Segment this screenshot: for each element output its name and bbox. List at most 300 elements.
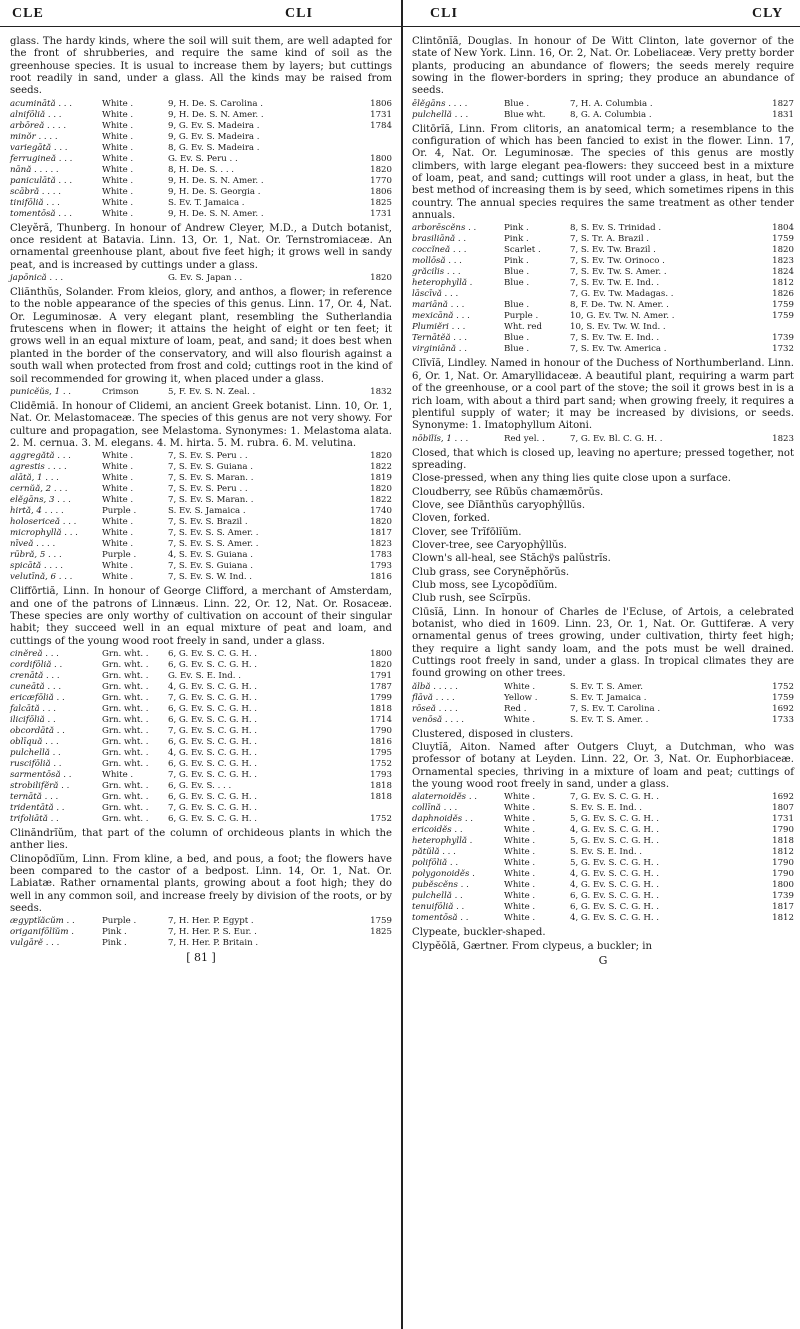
- table-row: [10, 517, 392, 528]
- species-colour: White .: [102, 473, 134, 484]
- table-row: [412, 99, 794, 110]
- species-colour: Pink .: [504, 223, 529, 234]
- table-row: [10, 187, 392, 198]
- species-year: 1818: [370, 780, 392, 791]
- species-name: tomentōsă . . .: [10, 208, 72, 219]
- catchword: G: [598, 954, 608, 968]
- species-table: [412, 682, 794, 726]
- species-name: mariānă . . .: [412, 300, 465, 311]
- species-name: mexicānă . . .: [412, 311, 470, 322]
- species-year: 1783: [370, 550, 392, 561]
- species-year: 1804: [772, 223, 794, 234]
- species-name: ericoidĕs . .: [412, 825, 463, 836]
- species-year: 1759: [772, 311, 794, 322]
- species-year: 1820: [370, 659, 392, 670]
- species-detail: 10, S. Ev. Tw. W. Ind. .: [570, 322, 666, 333]
- species-detail: 9, G. Ev. S. Madeira .: [168, 131, 260, 142]
- table-row: [412, 256, 794, 267]
- entry-clianthus: Cliănthŭs, Solander. From kleios, glory, and anthos, a flower; in reference to the noble appearance of the species of this genus. Linn. 17, Or. 4, Nat. Or. Leguminosæ. A very elegant plant, resembling the Sutherlandia frutescens when in flower; it attains the height of eight or ten feet; it grows well in an equal mixture of loam, peat, and sand; it does best when planted in the border of the conservatory, and will also flourish against a south wall when protected from frost and cold; cuttings root in the kind of soil recommended for growing it, when placed under a glass.: [10, 287, 392, 385]
- entry-clivia: Clīvĭă, Lindley. Named in honour of the Duchess of Northumberland. Linn. 6, Or. 1, Nat. Or. Amaryllidaceæ. A beautiful plant, requiring a warm part of the greenhouse, or a cool part of the stove; the soil it grows best in is a rich loam, with about a third part sand; when growing freely, it requires a plentiful supply of water; it may be increased by divisions, or seeds. Synonyme: 1. Imatophyllum Aitoni.: [412, 358, 794, 432]
- species-name: ericæfōliă . .: [10, 692, 65, 703]
- entry-clover: Clover, see Trĭfōlĭŭm.: [412, 526, 522, 538]
- species-name: velutīnă, 6 . . .: [10, 572, 73, 583]
- species-detail: 6, G. Ev. S. C. G. H. .: [168, 648, 258, 659]
- species-name: oblīquă . . .: [10, 736, 59, 747]
- table-row: [412, 300, 794, 311]
- species-colour: Grn. wht. .: [102, 725, 149, 736]
- species-year: 1832: [370, 386, 392, 397]
- species-colour: Purple .: [102, 506, 137, 517]
- species-year: 1823: [370, 539, 392, 550]
- species-name: nānă . . . . .: [10, 164, 59, 175]
- species-detail: 9, H. De. S. Georgia .: [168, 186, 261, 197]
- species-detail: 7, S. Ev. S. W. Ind. .: [168, 572, 253, 583]
- species-year: 1759: [370, 916, 392, 927]
- species-name: sarmentōsă . .: [10, 769, 72, 780]
- species-name: alātă, 1 . . .: [10, 473, 59, 484]
- species-year: [755, 322, 794, 333]
- species-colour: White .: [504, 902, 536, 913]
- species-colour: Wht. red: [504, 322, 542, 333]
- species-detail: 6, G. Ev. S. C. G. H. .: [168, 791, 258, 802]
- species-detail: 7, S. Ev. Tw. E. Ind. .: [570, 278, 660, 289]
- species-colour: White .: [504, 836, 536, 847]
- species-year: 1812: [772, 913, 794, 924]
- species-year: 1791: [370, 670, 392, 681]
- table-row: [10, 715, 392, 726]
- species-detail: 7, H. A. Columbia .: [570, 98, 653, 109]
- table-row: [10, 737, 392, 748]
- table-row: [10, 561, 392, 572]
- species-colour: White .: [102, 153, 134, 164]
- entry-club-grass: Club grass, see Corynĕphŏrŭs.: [412, 566, 570, 578]
- table-row: [10, 176, 392, 187]
- species-colour: Grn. wht. .: [102, 791, 149, 802]
- species-detail: G. Ev. S. Japan . .: [168, 273, 243, 284]
- species-year: 1820: [370, 484, 392, 495]
- entry-clinopodium: Clinopōdĭŭm, Linn. From kline, a bed, and pous, a foot; the flowers have been compared to the castor of a bedpost. Linn. 14, Or. 1, Nat. Or. Labiatæ. Rather ornamental plants, growing about a foot high; they do well in any common soil, and increase freely by division of the roots, or by seeds.: [10, 853, 392, 914]
- species-detail: 8, G. A. Columbia .: [570, 109, 652, 120]
- table-row: [412, 223, 794, 234]
- species-detail: 7, G. Ev. S. C. G. H. .: [168, 725, 258, 736]
- species-colour: White .: [102, 120, 134, 131]
- species-detail: 7, H. Her. P. Britain .: [168, 938, 259, 949]
- species-colour: White .: [504, 913, 536, 924]
- species-name: pubĕscĕns . .: [412, 880, 469, 891]
- species-name: ferrugineă . . .: [10, 153, 73, 164]
- page-number: [ 81 ]: [186, 951, 216, 965]
- species-colour: White .: [504, 681, 536, 692]
- table-row: [412, 847, 794, 858]
- species-detail: S. Ev. T. Jamaica .: [570, 692, 647, 703]
- species-year: 1692: [772, 703, 794, 714]
- species-name: ēlĕgāns . . . .: [412, 98, 468, 109]
- species-year: 1817: [772, 902, 794, 913]
- table-row: [10, 121, 392, 132]
- species-colour: Purple .: [102, 550, 137, 561]
- species-year: 1820: [370, 517, 392, 528]
- species-detail: 4, G. Ev. S. C. G. H. .: [570, 913, 660, 924]
- species-colour: Grn. wht. .: [102, 714, 149, 725]
- species-colour: Pink .: [504, 256, 529, 267]
- species-detail: 8, H. De. S. . . .: [168, 164, 235, 175]
- species-detail: 7, S. Tr. A. Brazil .: [570, 234, 650, 245]
- species-name: polygonoidĕs .: [412, 869, 475, 880]
- species-year: 1800: [370, 153, 392, 164]
- species-colour: Grn. wht. .: [102, 659, 149, 670]
- species-colour: White .: [504, 858, 536, 869]
- species-colour: Blue .: [504, 333, 530, 344]
- species-detail: 5, G. Ev. S. C. G. H. .: [570, 836, 660, 847]
- species-colour: White .: [504, 803, 536, 814]
- species-year: 1819: [370, 473, 392, 484]
- species-colour: Grn. wht. .: [102, 747, 149, 758]
- species-detail: 7, G. Ev. Tw. Madagas. .: [570, 289, 674, 300]
- species-year: 1752: [772, 681, 794, 692]
- table-row: [412, 682, 794, 693]
- table-row: [10, 473, 392, 484]
- species-colour: Scarlet .: [504, 245, 541, 256]
- species-colour: Pink .: [504, 234, 529, 245]
- table-row: [412, 344, 794, 355]
- species-detail: 6, G. Ev. S. C. G. H. .: [570, 902, 660, 913]
- species-detail: 7, S. Ev. S. Peru . .: [168, 484, 248, 495]
- species-name: lāscīvă . . .: [412, 289, 459, 300]
- species-year: 1800: [772, 880, 794, 891]
- species-year: [348, 938, 392, 949]
- entry-clinandrium: Clinăndrĭŭm, that part of the column of orchideous plants in which the anther lies.: [10, 827, 392, 852]
- species-detail: 4, G. Ev. S. C. G. H. .: [168, 747, 258, 758]
- species-name: daphnoidĕs . .: [412, 814, 474, 825]
- species-year: 1812: [772, 847, 794, 858]
- species-colour: White .: [504, 814, 536, 825]
- species-colour: Grn. wht. .: [102, 813, 149, 824]
- species-name: microphyllă . . .: [10, 528, 78, 539]
- species-detail: 8, F. De. Tw. N. Amer. .: [570, 300, 669, 311]
- species-detail: S. Ev. S. Jamaica .: [168, 506, 246, 517]
- species-detail: S. Ev. S. E. Ind. .: [570, 803, 643, 814]
- species-year: 1731: [370, 109, 392, 120]
- table-row: [412, 110, 794, 121]
- species-colour: Red .: [504, 703, 527, 714]
- species-year: 1823: [772, 256, 794, 267]
- species-name: ălbă . . . . .: [412, 681, 458, 692]
- species-colour: Blue .: [504, 267, 530, 278]
- species-name: arbōreă . . . .: [10, 120, 67, 131]
- species-detail: S. Ev. T. S. Amer.: [570, 681, 643, 692]
- species-colour: White .: [102, 208, 134, 219]
- table-row: [412, 814, 794, 825]
- species-detail: 7, G. Ev. S. C. G. H. .: [168, 802, 258, 813]
- species-name: tinifōliă . . .: [10, 197, 60, 208]
- species-detail: 7, S. Ev. Tw. America .: [570, 344, 667, 355]
- entry-clustered: Clustered, disposed in clusters.: [412, 728, 574, 740]
- species-year: 1831: [772, 109, 794, 120]
- entry-cloudberry: Cloudberry, see Rūbŭs chamæmōrŭs.: [412, 486, 604, 498]
- species-name: japōnică . . .: [10, 273, 64, 284]
- entry-cleyera: Cleyĕră, Thunberg. In honour of Andrew Cleyer, M.D., a Dutch botanist, once resident at Batavia. Linn. 13, Or. 1, Nat. Or. Ternstromiaceæ. An ornamental greenhouse plant, about five feet high; it grows well in sandy peat, and is increased by cuttings under a glass.: [10, 222, 392, 271]
- species-year: [348, 803, 392, 814]
- species-year: 1692: [772, 792, 794, 803]
- species-name: pulchellă . .: [412, 891, 463, 902]
- species-table: [10, 451, 392, 583]
- species-year: 1784: [370, 120, 392, 131]
- species-colour: White .: [102, 539, 134, 550]
- species-table: [10, 99, 392, 220]
- species-year: 1807: [772, 803, 794, 814]
- species-colour: White .: [504, 847, 536, 858]
- entry-close-pressed: Close-pressed, when any thing lies quite close upon a surface.: [412, 473, 731, 485]
- species-colour: Blue .: [504, 344, 530, 355]
- species-name: origanifōlĭŭm .: [10, 927, 74, 938]
- species-detail: 7, S. Ev. S. Maran. .: [168, 473, 254, 484]
- table-row: [412, 434, 794, 445]
- species-name: nīveă . . . .: [10, 539, 56, 550]
- entry-clove: Clove, see Dĭānthŭs caryophŷllŭs.: [412, 499, 586, 511]
- table-row: [10, 110, 392, 121]
- entry-cloven: Cloven, forked.: [412, 513, 491, 525]
- species-colour: Crimson: [102, 386, 139, 397]
- species-colour: White .: [102, 769, 134, 780]
- table-row: [10, 550, 392, 561]
- page-header: [0, 0, 800, 26]
- species-detail: 7, H. Her. P. Egypt .: [168, 916, 254, 927]
- species-detail: G. Ev. S. Peru . .: [168, 153, 238, 164]
- species-table: [412, 434, 794, 445]
- species-detail: S. Ev. S. E. Ind. .: [570, 847, 643, 858]
- species-name: paniculātă . . .: [10, 175, 73, 186]
- species-name: Ternātĕă . . .: [412, 333, 467, 344]
- table-row: [10, 803, 392, 814]
- species-colour: White .: [102, 572, 134, 583]
- table-row: [10, 704, 392, 715]
- species-colour: Purple .: [504, 311, 539, 322]
- species-year: 1733: [772, 714, 794, 725]
- species-detail: 7, H. Her. P. S. Eur. .: [168, 927, 257, 938]
- table-row: [10, 814, 392, 825]
- species-colour: White .: [102, 462, 134, 473]
- table-row: [10, 693, 392, 704]
- species-detail: 4, G. Ev. S. C. G. H. .: [570, 880, 660, 891]
- species-colour: White .: [102, 495, 134, 506]
- species-detail: 7, S. Ev. S. Peru . .: [168, 451, 248, 462]
- species-year: 1759: [772, 692, 794, 703]
- table-row: [412, 715, 794, 726]
- species-colour: White .: [102, 451, 134, 462]
- species-colour: White .: [102, 197, 134, 208]
- species-colour: Blue .: [504, 300, 530, 311]
- running-head-1: CLE: [12, 6, 44, 21]
- species-year: 1822: [370, 462, 392, 473]
- species-name: heterophyllă .: [412, 278, 473, 289]
- species-year: 1795: [370, 747, 392, 758]
- species-name: punicĕŭs, 1 . .: [10, 386, 72, 397]
- species-detail: 7, S. Ev. S. S. Amer. .: [168, 539, 259, 550]
- species-name: ruscifōliă . .: [10, 758, 62, 769]
- species-colour: White .: [504, 825, 536, 836]
- species-year: 1800: [370, 648, 392, 659]
- species-detail: S. Ev. T. S. Amer. .: [570, 714, 649, 725]
- species-detail: 9, H. De. S. N. Amer. .: [168, 109, 264, 120]
- species-year: 1820: [772, 245, 794, 256]
- species-detail: 7, S. Ev. T. Carolina .: [570, 703, 661, 714]
- species-year: 1812: [772, 278, 794, 289]
- species-name: acuminātă . . .: [10, 98, 72, 109]
- species-name: alnifōliă . . .: [10, 109, 62, 120]
- entry-clover-tree: Clover-tree, see Caryophŷllŭs.: [412, 539, 567, 551]
- species-year: 1752: [370, 813, 392, 824]
- species-colour: Grn. wht. .: [102, 670, 149, 681]
- species-colour: White .: [504, 891, 536, 902]
- species-year: 1824: [772, 267, 794, 278]
- species-name: strobilifĕră . .: [10, 780, 70, 791]
- species-name: minŏr . . . .: [10, 131, 58, 142]
- table-row: [10, 154, 392, 165]
- species-detail: 7, G. Ev. Bl. C. G. H. .: [570, 433, 663, 444]
- species-colour: Yellow .: [504, 692, 538, 703]
- table-row: [10, 273, 392, 284]
- species-year: 1822: [370, 495, 392, 506]
- species-detail: 6, G. Ev. S. C. G. H. .: [168, 703, 258, 714]
- species-name: elĕgāns, 3 . . .: [10, 495, 71, 506]
- species-year: 1790: [772, 858, 794, 869]
- species-table: [10, 273, 392, 284]
- species-colour: White .: [102, 98, 134, 109]
- species-colour: White .: [102, 175, 134, 186]
- species-year: 1731: [370, 208, 392, 219]
- species-detail: 7, S. Ev. S. S. Amer. .: [168, 528, 259, 539]
- species-name: tomentōsă . .: [412, 913, 469, 924]
- species-detail: 5, G. Ev. S. C. G. H. .: [570, 858, 660, 869]
- species-year: 1790: [772, 825, 794, 836]
- table-row: [10, 506, 392, 517]
- species-table: [412, 223, 794, 355]
- species-detail: 7, S. Ev. S. Brazil .: [168, 517, 248, 528]
- table-row: [10, 770, 392, 781]
- species-colour: Grn. wht. .: [102, 780, 149, 791]
- species-table: [10, 916, 392, 949]
- table-row: [412, 902, 794, 913]
- entry-club-rush: Club rush, see Scĭrpŭs.: [412, 593, 531, 605]
- species-year: 1759: [772, 234, 794, 245]
- table-row: [412, 322, 794, 333]
- species-colour: White .: [504, 880, 536, 891]
- table-row: [412, 704, 794, 715]
- table-row: [10, 759, 392, 770]
- table-row: [10, 916, 392, 927]
- entry-club-moss: Club moss, see Lycopŏdĭŭm.: [412, 579, 558, 591]
- entry-clidemia: Clidēmiă. In honour of Clidemi, an ancient Greek botanist. Linn. 10, Or. 1, Nat. Or. Melastomaceæ. The species of this genus are not very showy. For culture and propagation, see Melastoma. Synonymes: 1. Melastoma alata. 2. M. cernua. 3. M. elegans. 4. M. hirta. 5. M. rubra. 6. M. velutina.: [10, 400, 392, 449]
- entry-clypeola: Clypĕŏlă, Gærtner. From clypeus, a buckler; in: [412, 940, 652, 952]
- species-year: 1816: [370, 572, 392, 583]
- species-detail: 7, S. Ev. Tw. Brazil .: [570, 245, 656, 256]
- species-name: ilicifōliă . .: [10, 714, 56, 725]
- species-name: scābră . . . .: [10, 186, 61, 197]
- species-detail: 4, G. Ev. S. C. G. H. .: [168, 681, 258, 692]
- species-year: 1825: [370, 927, 392, 938]
- species-colour: White .: [102, 517, 134, 528]
- species-colour: White .: [102, 142, 134, 153]
- table-row: [412, 693, 794, 704]
- species-year: 1816: [370, 736, 392, 747]
- species-colour: White .: [504, 869, 536, 880]
- species-name: flāvă . . . .: [412, 692, 455, 703]
- species-year: 1770: [370, 175, 392, 186]
- species-year: 1818: [370, 791, 392, 802]
- right-column: [412, 36, 794, 967]
- species-colour: Pink .: [102, 927, 127, 938]
- species-colour: White .: [102, 164, 134, 175]
- species-year: 1787: [370, 681, 392, 692]
- species-year: 1827: [772, 98, 794, 109]
- species-table: [412, 792, 794, 924]
- species-colour: White .: [504, 714, 536, 725]
- species-name: spicātă . . . .: [10, 561, 64, 572]
- species-detail: 7, S. Ev. Tw. S. Amer. .: [570, 267, 667, 278]
- species-colour: Purple .: [102, 916, 137, 927]
- species-detail: 7, G. Ev. S. C. G. H. .: [570, 792, 660, 803]
- species-year: 1806: [370, 98, 392, 109]
- table-row: [10, 165, 392, 176]
- table-row: [412, 858, 794, 869]
- species-table: [10, 649, 392, 825]
- table-row: [412, 803, 794, 814]
- species-detail: 7, S. Ev. Tw. E. Ind. .: [570, 333, 660, 344]
- species-name: cuneātă . . .: [10, 681, 62, 692]
- species-name: cinĕreă . . .: [10, 648, 59, 659]
- species-detail: 9, H. De. S. N. Amer. .: [168, 175, 264, 186]
- table-row: [10, 99, 392, 110]
- species-year: 1739: [772, 891, 794, 902]
- species-detail: 7, S. Ev. S. Guiana .: [168, 462, 253, 473]
- table-row: [10, 660, 392, 671]
- species-colour: White .: [504, 792, 536, 803]
- species-colour: Blue wht.: [504, 109, 546, 120]
- species-name: collīnă . . .: [412, 803, 458, 814]
- species-name: alaternoidĕs . .: [412, 792, 478, 803]
- species-colour: White .: [102, 528, 134, 539]
- species-name: falcātă . . .: [10, 703, 56, 714]
- table-row: [412, 289, 794, 300]
- table-row: [10, 572, 392, 583]
- table-row: [10, 387, 392, 398]
- species-name: coccĭneă . . .: [412, 245, 467, 256]
- species-name: rōseă . . . .: [412, 703, 458, 714]
- species-year: 1806: [370, 186, 392, 197]
- entry-cluytia: Cluytĭă, Aiton. Named after Outgers Cluyt, a Dutchman, who was professor of botany at Leyden. Linn. 22, Or. 3, Nat. Or. Euphorbiaceæ. Ornamental species, thriving in a mixture of loam and peat; cuttings of the young wood root freely in sand, under a glass.: [412, 742, 794, 791]
- table-row: [10, 143, 392, 154]
- species-name: aggregătă . . .: [10, 451, 71, 462]
- species-year: [350, 143, 392, 154]
- species-name: rūbră, 5 . . .: [10, 550, 62, 561]
- running-head-2: CLI: [285, 6, 313, 21]
- species-detail: 6, G. Ev. S. C. G. H. .: [570, 891, 660, 902]
- species-detail: 4, S. Ev. S. Guiana .: [168, 550, 253, 561]
- species-colour: Blue .: [504, 98, 530, 109]
- species-colour: White .: [102, 109, 134, 120]
- entry-cliffortia: Cliffōrtiă, Linn. In honour of George Clifford, a merchant of Amsterdam, and one of the patrons of Linnæus. Linn. 22, Or. 12, Nat. Or. Rosaceæ. These species are only worthy of cultivation on account of their singular habit; they succeed well in an equal mixture of peat and loam, and cuttings of the young wood root freely in sand, under a glass.: [10, 586, 392, 647]
- species-colour: Blue .: [504, 278, 530, 289]
- table-row: [412, 267, 794, 278]
- species-detail: 6, G. Ev. S. C. G. H. .: [168, 813, 258, 824]
- species-detail: S. Ev. T. Jamaica .: [168, 197, 245, 208]
- species-name: Plumiĕri . . .: [412, 322, 466, 333]
- species-detail: 7, S. Ev. Tw. Orinoco .: [570, 256, 665, 267]
- species-name: hirtă, 4 . . . .: [10, 506, 64, 517]
- table-row: [412, 836, 794, 847]
- species-table: [10, 387, 392, 398]
- species-year: 1818: [772, 836, 794, 847]
